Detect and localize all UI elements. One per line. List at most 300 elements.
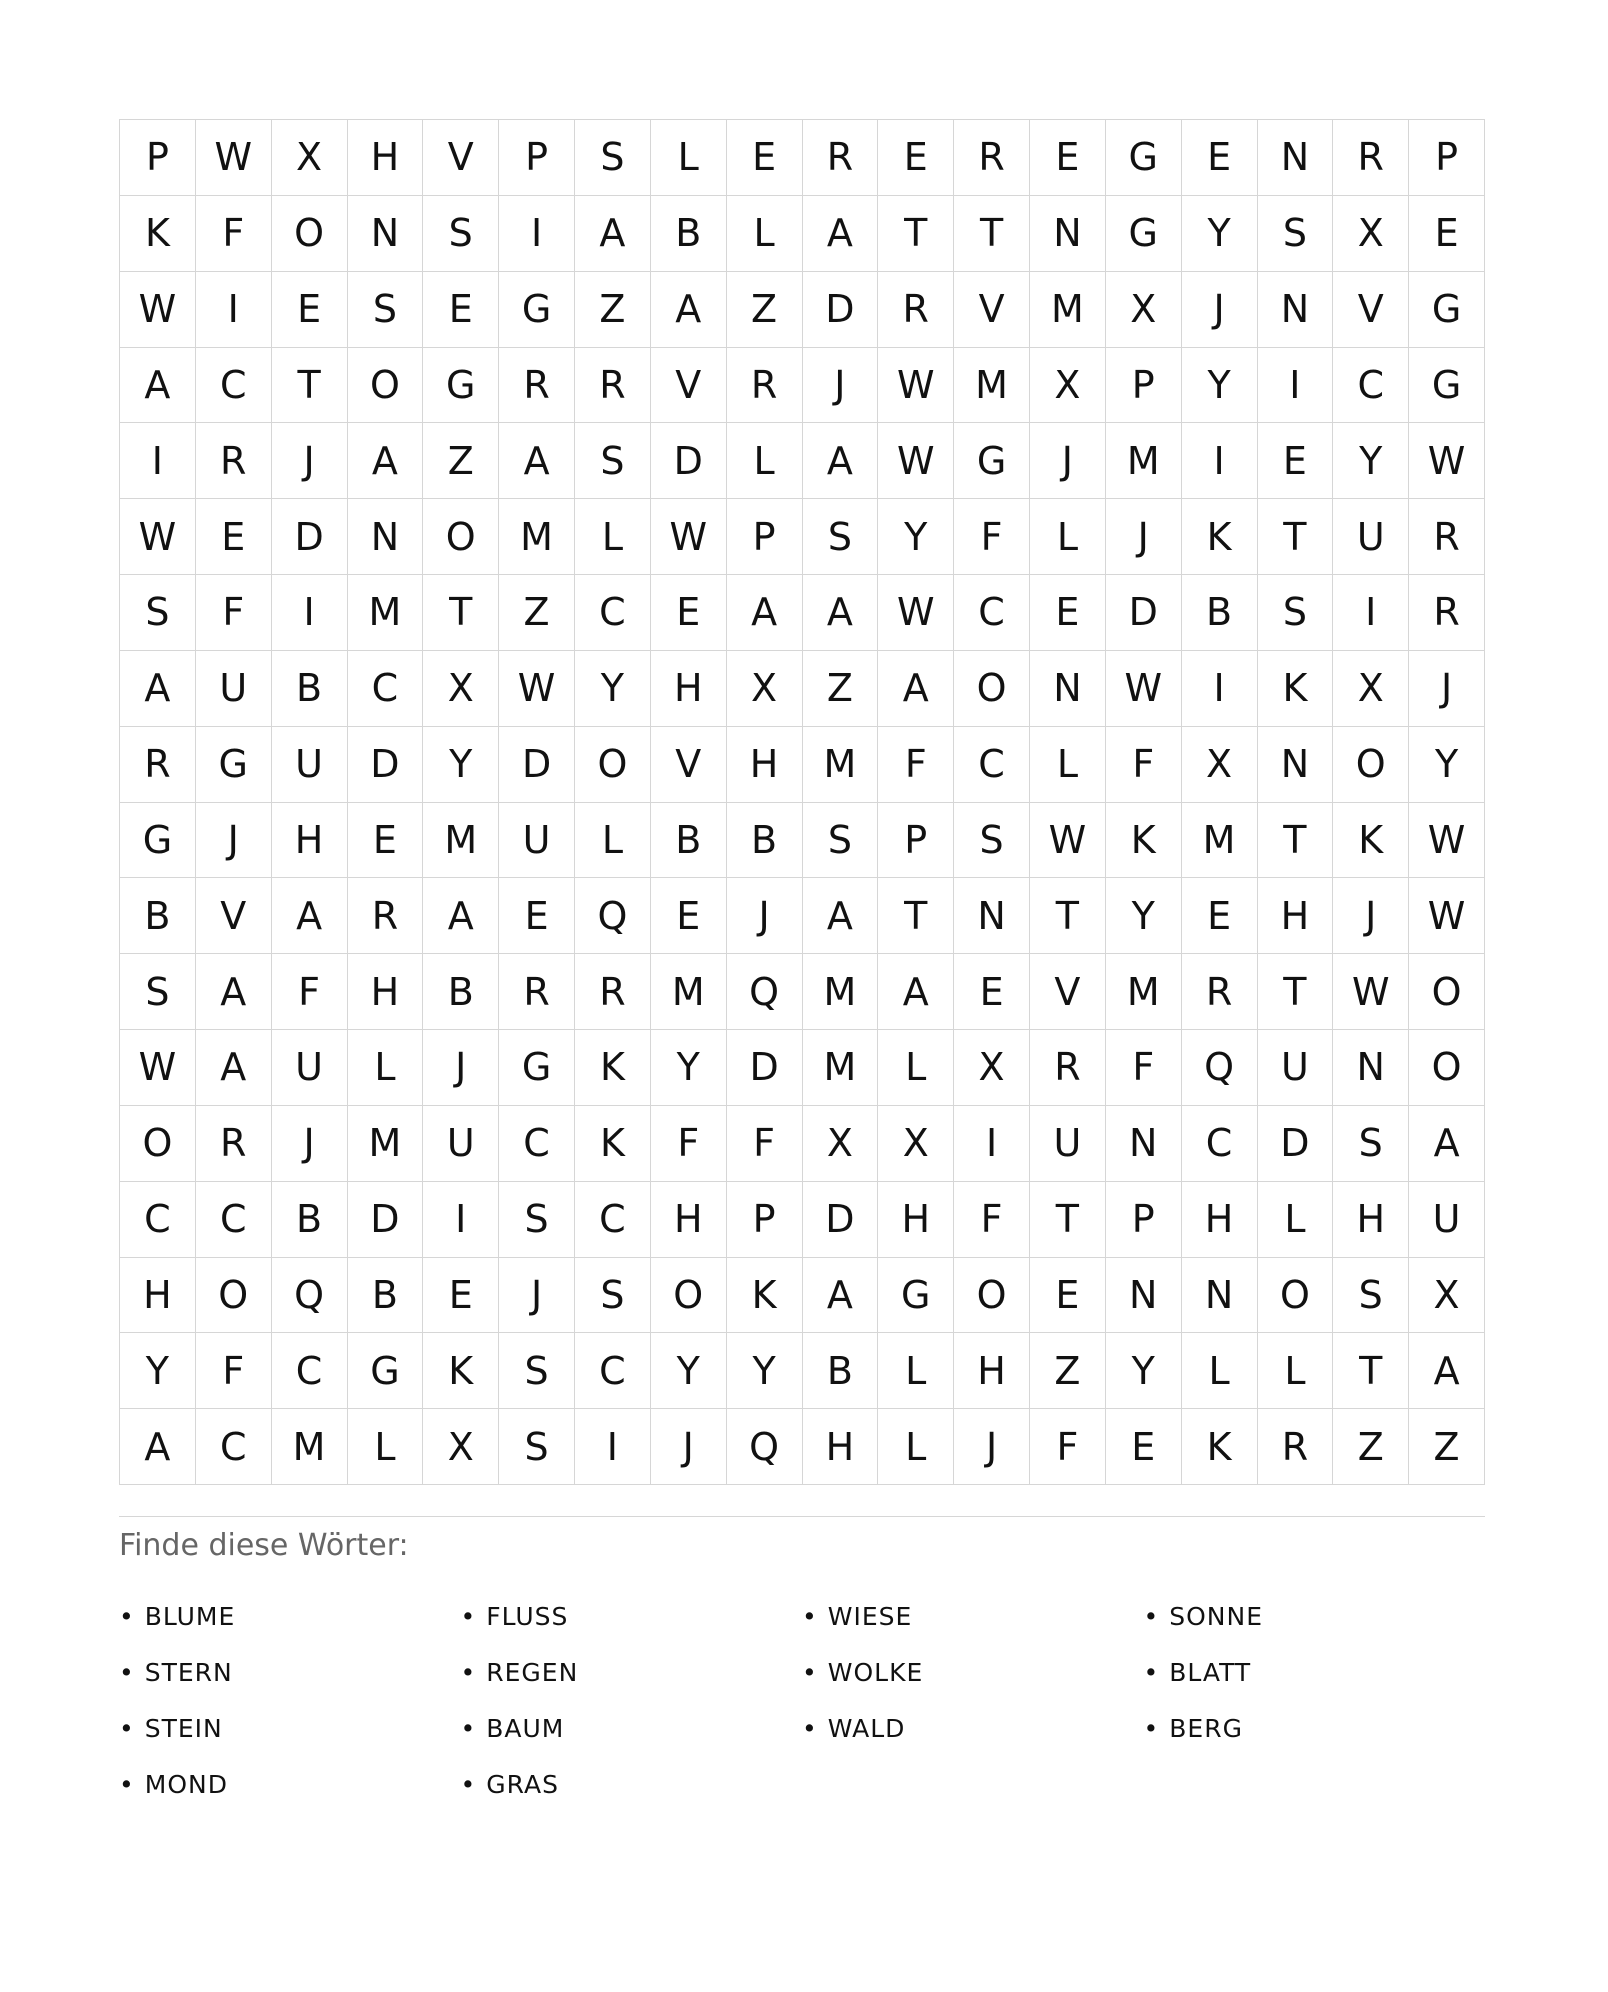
grid-cell[interactable]: O: [1258, 1258, 1334, 1334]
grid-cell[interactable]: W: [120, 499, 196, 575]
grid-cell[interactable]: T: [1258, 499, 1334, 575]
grid-cell[interactable]: H: [651, 651, 727, 727]
grid-cell[interactable]: F: [196, 1333, 272, 1409]
grid-cell[interactable]: R: [1409, 499, 1485, 575]
grid-cell[interactable]: P: [120, 120, 196, 196]
grid-cell[interactable]: B: [803, 1333, 879, 1409]
grid-cell[interactable]: X: [954, 1030, 1030, 1106]
grid-cell[interactable]: O: [423, 499, 499, 575]
grid-cell[interactable]: U: [423, 1106, 499, 1182]
grid-cell[interactable]: R: [499, 348, 575, 424]
grid-cell[interactable]: J: [272, 423, 348, 499]
grid-cell[interactable]: S: [499, 1182, 575, 1258]
grid-cell[interactable]: D: [272, 499, 348, 575]
grid-cell[interactable]: J: [423, 1030, 499, 1106]
grid-cell[interactable]: J: [272, 1106, 348, 1182]
grid-cell[interactable]: Z: [727, 272, 803, 348]
grid-cell[interactable]: M: [803, 954, 879, 1030]
grid-cell[interactable]: D: [499, 727, 575, 803]
grid-cell[interactable]: O: [954, 1258, 1030, 1334]
grid-cell[interactable]: G: [196, 727, 272, 803]
grid-cell[interactable]: A: [727, 575, 803, 651]
grid-cell[interactable]: W: [196, 120, 272, 196]
grid-cell[interactable]: G: [348, 1333, 424, 1409]
grid-cell[interactable]: N: [1258, 272, 1334, 348]
grid-cell[interactable]: K: [1258, 651, 1334, 727]
grid-cell[interactable]: N: [348, 196, 424, 272]
grid-cell[interactable]: O: [348, 348, 424, 424]
grid-cell[interactable]: S: [1258, 196, 1334, 272]
grid-cell[interactable]: R: [1258, 1409, 1334, 1485]
grid-cell[interactable]: A: [1409, 1333, 1485, 1409]
grid-cell[interactable]: R: [120, 727, 196, 803]
grid-cell[interactable]: O: [196, 1258, 272, 1334]
grid-cell[interactable]: D: [1106, 575, 1182, 651]
grid-cell[interactable]: H: [1333, 1182, 1409, 1258]
grid-cell[interactable]: I: [1182, 651, 1258, 727]
grid-cell[interactable]: K: [120, 196, 196, 272]
grid-cell[interactable]: O: [954, 651, 1030, 727]
grid-cell[interactable]: N: [1258, 727, 1334, 803]
grid-cell[interactable]: T: [1030, 878, 1106, 954]
grid-cell[interactable]: D: [348, 727, 424, 803]
grid-cell[interactable]: W: [1409, 878, 1485, 954]
grid-cell[interactable]: E: [878, 120, 954, 196]
grid-cell[interactable]: R: [803, 120, 879, 196]
grid-cell[interactable]: C: [196, 1182, 272, 1258]
grid-cell[interactable]: V: [954, 272, 1030, 348]
grid-cell[interactable]: A: [499, 423, 575, 499]
grid-cell[interactable]: J: [499, 1258, 575, 1334]
grid-cell[interactable]: H: [1258, 878, 1334, 954]
grid-cell[interactable]: C: [120, 1182, 196, 1258]
grid-cell[interactable]: Y: [651, 1030, 727, 1106]
grid-cell[interactable]: E: [954, 954, 1030, 1030]
grid-cell[interactable]: O: [1409, 954, 1485, 1030]
grid-cell[interactable]: A: [651, 272, 727, 348]
grid-cell[interactable]: W: [1333, 954, 1409, 1030]
grid-cell[interactable]: Y: [1333, 423, 1409, 499]
grid-cell[interactable]: F: [1106, 1030, 1182, 1106]
grid-cell[interactable]: L: [1182, 1333, 1258, 1409]
grid-cell[interactable]: M: [1106, 954, 1182, 1030]
grid-cell[interactable]: V: [1030, 954, 1106, 1030]
grid-cell[interactable]: J: [196, 803, 272, 879]
grid-cell[interactable]: O: [272, 196, 348, 272]
grid-cell[interactable]: C: [196, 1409, 272, 1485]
grid-cell[interactable]: K: [1182, 499, 1258, 575]
grid-cell[interactable]: E: [1030, 575, 1106, 651]
grid-cell[interactable]: E: [727, 120, 803, 196]
grid-cell[interactable]: N: [1182, 1258, 1258, 1334]
grid-cell[interactable]: E: [651, 878, 727, 954]
grid-cell[interactable]: J: [727, 878, 803, 954]
grid-cell[interactable]: X: [423, 1409, 499, 1485]
grid-cell[interactable]: D: [1258, 1106, 1334, 1182]
grid-cell[interactable]: J: [1333, 878, 1409, 954]
grid-cell[interactable]: D: [727, 1030, 803, 1106]
grid-cell[interactable]: G: [499, 272, 575, 348]
grid-cell[interactable]: R: [1409, 575, 1485, 651]
grid-cell[interactable]: A: [423, 878, 499, 954]
grid-cell[interactable]: I: [575, 1409, 651, 1485]
grid-cell[interactable]: B: [651, 803, 727, 879]
grid-cell[interactable]: M: [803, 727, 879, 803]
grid-cell[interactable]: G: [1409, 348, 1485, 424]
grid-cell[interactable]: Y: [1106, 878, 1182, 954]
grid-cell[interactable]: J: [1182, 272, 1258, 348]
grid-cell[interactable]: Z: [1333, 1409, 1409, 1485]
grid-cell[interactable]: Y: [727, 1333, 803, 1409]
grid-cell[interactable]: U: [499, 803, 575, 879]
grid-cell[interactable]: W: [878, 423, 954, 499]
grid-cell[interactable]: E: [423, 272, 499, 348]
grid-cell[interactable]: X: [1106, 272, 1182, 348]
grid-cell[interactable]: E: [1106, 1409, 1182, 1485]
grid-cell[interactable]: X: [423, 651, 499, 727]
grid-cell[interactable]: L: [651, 120, 727, 196]
grid-cell[interactable]: S: [1333, 1106, 1409, 1182]
grid-cell[interactable]: K: [1182, 1409, 1258, 1485]
grid-cell[interactable]: N: [1258, 120, 1334, 196]
grid-cell[interactable]: G: [878, 1258, 954, 1334]
grid-cell[interactable]: L: [878, 1030, 954, 1106]
grid-cell[interactable]: E: [423, 1258, 499, 1334]
grid-cell[interactable]: J: [1030, 423, 1106, 499]
grid-cell[interactable]: Y: [1182, 348, 1258, 424]
grid-cell[interactable]: P: [1409, 120, 1485, 196]
grid-cell[interactable]: Z: [1409, 1409, 1485, 1485]
grid-cell[interactable]: C: [954, 575, 1030, 651]
grid-cell[interactable]: G: [954, 423, 1030, 499]
grid-cell[interactable]: L: [1030, 727, 1106, 803]
grid-cell[interactable]: P: [499, 120, 575, 196]
grid-cell[interactable]: L: [348, 1409, 424, 1485]
grid-cell[interactable]: Z: [1030, 1333, 1106, 1409]
grid-cell[interactable]: W: [1106, 651, 1182, 727]
grid-cell[interactable]: I: [954, 1106, 1030, 1182]
grid-cell[interactable]: U: [272, 727, 348, 803]
grid-cell[interactable]: R: [196, 1106, 272, 1182]
grid-cell[interactable]: L: [348, 1030, 424, 1106]
grid-cell[interactable]: A: [348, 423, 424, 499]
grid-cell[interactable]: J: [651, 1409, 727, 1485]
grid-cell[interactable]: X: [1030, 348, 1106, 424]
grid-cell[interactable]: U: [1258, 1030, 1334, 1106]
grid-cell[interactable]: M: [348, 575, 424, 651]
grid-cell[interactable]: Y: [878, 499, 954, 575]
grid-cell[interactable]: M: [954, 348, 1030, 424]
grid-cell[interactable]: W: [499, 651, 575, 727]
grid-cell[interactable]: R: [727, 348, 803, 424]
grid-cell[interactable]: C: [575, 1333, 651, 1409]
grid-cell[interactable]: E: [196, 499, 272, 575]
grid-cell[interactable]: B: [348, 1258, 424, 1334]
grid-cell[interactable]: P: [1106, 1182, 1182, 1258]
grid-cell[interactable]: D: [348, 1182, 424, 1258]
grid-cell[interactable]: M: [423, 803, 499, 879]
grid-cell[interactable]: A: [120, 348, 196, 424]
grid-cell[interactable]: T: [1030, 1182, 1106, 1258]
grid-cell[interactable]: R: [348, 878, 424, 954]
grid-cell[interactable]: N: [1106, 1258, 1182, 1334]
grid-cell[interactable]: M: [1182, 803, 1258, 879]
grid-cell[interactable]: P: [1106, 348, 1182, 424]
grid-cell[interactable]: I: [272, 575, 348, 651]
grid-cell[interactable]: C: [196, 348, 272, 424]
grid-cell[interactable]: A: [803, 196, 879, 272]
grid-cell[interactable]: H: [803, 1409, 879, 1485]
grid-cell[interactable]: E: [1182, 878, 1258, 954]
grid-cell[interactable]: F: [954, 1182, 1030, 1258]
grid-cell[interactable]: M: [272, 1409, 348, 1485]
grid-cell[interactable]: V: [196, 878, 272, 954]
grid-cell[interactable]: B: [651, 196, 727, 272]
grid-cell[interactable]: D: [803, 1182, 879, 1258]
grid-cell[interactable]: E: [1030, 1258, 1106, 1334]
grid-cell[interactable]: C: [272, 1333, 348, 1409]
grid-cell[interactable]: F: [272, 954, 348, 1030]
grid-cell[interactable]: W: [120, 1030, 196, 1106]
grid-cell[interactable]: Y: [651, 1333, 727, 1409]
grid-cell[interactable]: E: [348, 803, 424, 879]
grid-cell[interactable]: C: [954, 727, 1030, 803]
grid-cell[interactable]: L: [1258, 1182, 1334, 1258]
grid-cell[interactable]: J: [1106, 499, 1182, 575]
grid-cell[interactable]: L: [575, 803, 651, 879]
grid-cell[interactable]: P: [727, 499, 803, 575]
grid-cell[interactable]: V: [651, 727, 727, 803]
grid-cell[interactable]: T: [1333, 1333, 1409, 1409]
grid-cell[interactable]: X: [272, 120, 348, 196]
grid-cell[interactable]: Y: [1182, 196, 1258, 272]
grid-cell[interactable]: F: [651, 1106, 727, 1182]
grid-cell[interactable]: S: [348, 272, 424, 348]
grid-cell[interactable]: I: [120, 423, 196, 499]
grid-cell[interactable]: E: [1182, 120, 1258, 196]
grid-cell[interactable]: Y: [1409, 727, 1485, 803]
grid-cell[interactable]: C: [1182, 1106, 1258, 1182]
grid-cell[interactable]: T: [954, 196, 1030, 272]
grid-cell[interactable]: A: [878, 651, 954, 727]
grid-cell[interactable]: H: [1182, 1182, 1258, 1258]
grid-cell[interactable]: W: [1409, 423, 1485, 499]
grid-cell[interactable]: S: [499, 1409, 575, 1485]
grid-cell[interactable]: A: [120, 1409, 196, 1485]
grid-cell[interactable]: S: [575, 423, 651, 499]
grid-cell[interactable]: A: [803, 423, 879, 499]
grid-cell[interactable]: U: [272, 1030, 348, 1106]
grid-cell[interactable]: M: [1030, 272, 1106, 348]
grid-cell[interactable]: Z: [575, 272, 651, 348]
grid-cell[interactable]: F: [196, 575, 272, 651]
grid-cell[interactable]: A: [196, 954, 272, 1030]
grid-cell[interactable]: K: [575, 1030, 651, 1106]
grid-cell[interactable]: Q: [1182, 1030, 1258, 1106]
grid-cell[interactable]: S: [803, 803, 879, 879]
grid-cell[interactable]: Q: [727, 1409, 803, 1485]
grid-cell[interactable]: K: [1333, 803, 1409, 879]
grid-cell[interactable]: I: [1333, 575, 1409, 651]
grid-cell[interactable]: T: [272, 348, 348, 424]
grid-cell[interactable]: Y: [575, 651, 651, 727]
grid-cell[interactable]: T: [1258, 803, 1334, 879]
grid-cell[interactable]: S: [499, 1333, 575, 1409]
grid-cell[interactable]: Q: [575, 878, 651, 954]
grid-cell[interactable]: T: [878, 878, 954, 954]
grid-cell[interactable]: N: [954, 878, 1030, 954]
grid-cell[interactable]: H: [954, 1333, 1030, 1409]
grid-cell[interactable]: C: [499, 1106, 575, 1182]
grid-cell[interactable]: N: [348, 499, 424, 575]
grid-cell[interactable]: T: [1258, 954, 1334, 1030]
grid-cell[interactable]: D: [803, 272, 879, 348]
grid-cell[interactable]: B: [272, 1182, 348, 1258]
grid-cell[interactable]: H: [727, 727, 803, 803]
grid-cell[interactable]: L: [575, 499, 651, 575]
grid-cell[interactable]: K: [575, 1106, 651, 1182]
grid-cell[interactable]: G: [1409, 272, 1485, 348]
grid-cell[interactable]: U: [196, 651, 272, 727]
grid-cell[interactable]: H: [651, 1182, 727, 1258]
grid-cell[interactable]: G: [120, 803, 196, 879]
grid-cell[interactable]: N: [1106, 1106, 1182, 1182]
grid-cell[interactable]: X: [1333, 651, 1409, 727]
grid-cell[interactable]: A: [803, 878, 879, 954]
grid-cell[interactable]: P: [878, 803, 954, 879]
grid-cell[interactable]: Y: [1106, 1333, 1182, 1409]
grid-cell[interactable]: W: [878, 348, 954, 424]
grid-cell[interactable]: E: [651, 575, 727, 651]
grid-cell[interactable]: V: [651, 348, 727, 424]
grid-cell[interactable]: H: [120, 1258, 196, 1334]
grid-cell[interactable]: M: [803, 1030, 879, 1106]
grid-cell[interactable]: A: [878, 954, 954, 1030]
grid-cell[interactable]: M: [651, 954, 727, 1030]
grid-cell[interactable]: B: [272, 651, 348, 727]
grid-cell[interactable]: S: [954, 803, 1030, 879]
grid-cell[interactable]: U: [1409, 1182, 1485, 1258]
grid-cell[interactable]: R: [575, 954, 651, 1030]
grid-cell[interactable]: N: [1030, 196, 1106, 272]
grid-cell[interactable]: I: [196, 272, 272, 348]
grid-cell[interactable]: W: [120, 272, 196, 348]
grid-cell[interactable]: A: [803, 575, 879, 651]
grid-cell[interactable]: Z: [803, 651, 879, 727]
grid-cell[interactable]: Z: [423, 423, 499, 499]
grid-cell[interactable]: R: [1333, 120, 1409, 196]
grid-cell[interactable]: L: [878, 1333, 954, 1409]
grid-cell[interactable]: Y: [423, 727, 499, 803]
grid-cell[interactable]: S: [423, 196, 499, 272]
grid-cell[interactable]: Q: [272, 1258, 348, 1334]
grid-cell[interactable]: O: [1333, 727, 1409, 803]
grid-cell[interactable]: T: [878, 196, 954, 272]
grid-cell[interactable]: I: [1182, 423, 1258, 499]
grid-cell[interactable]: O: [651, 1258, 727, 1334]
grid-cell[interactable]: R: [878, 272, 954, 348]
grid-cell[interactable]: K: [1106, 803, 1182, 879]
grid-cell[interactable]: M: [348, 1106, 424, 1182]
grid-cell[interactable]: V: [423, 120, 499, 196]
grid-cell[interactable]: B: [120, 878, 196, 954]
grid-cell[interactable]: W: [1409, 803, 1485, 879]
grid-cell[interactable]: L: [878, 1409, 954, 1485]
grid-cell[interactable]: C: [1333, 348, 1409, 424]
grid-cell[interactable]: U: [1333, 499, 1409, 575]
grid-cell[interactable]: X: [803, 1106, 879, 1182]
grid-cell[interactable]: N: [1030, 651, 1106, 727]
grid-cell[interactable]: E: [1409, 196, 1485, 272]
grid-cell[interactable]: F: [878, 727, 954, 803]
grid-cell[interactable]: B: [727, 803, 803, 879]
grid-cell[interactable]: O: [120, 1106, 196, 1182]
grid-cell[interactable]: Q: [727, 954, 803, 1030]
grid-cell[interactable]: R: [1030, 1030, 1106, 1106]
grid-cell[interactable]: A: [120, 651, 196, 727]
grid-cell[interactable]: O: [1409, 1030, 1485, 1106]
grid-cell[interactable]: F: [954, 499, 1030, 575]
grid-cell[interactable]: W: [1030, 803, 1106, 879]
grid-cell[interactable]: S: [803, 499, 879, 575]
grid-cell[interactable]: X: [727, 651, 803, 727]
grid-cell[interactable]: T: [423, 575, 499, 651]
grid-cell[interactable]: J: [1409, 651, 1485, 727]
grid-cell[interactable]: H: [348, 120, 424, 196]
grid-cell[interactable]: B: [423, 954, 499, 1030]
grid-cell[interactable]: S: [1258, 575, 1334, 651]
grid-cell[interactable]: F: [727, 1106, 803, 1182]
grid-cell[interactable]: F: [1106, 727, 1182, 803]
grid-cell[interactable]: J: [803, 348, 879, 424]
grid-cell[interactable]: A: [1409, 1106, 1485, 1182]
grid-cell[interactable]: H: [272, 803, 348, 879]
grid-cell[interactable]: S: [575, 120, 651, 196]
grid-cell[interactable]: X: [878, 1106, 954, 1182]
grid-cell[interactable]: I: [499, 196, 575, 272]
grid-cell[interactable]: S: [575, 1258, 651, 1334]
grid-cell[interactable]: H: [348, 954, 424, 1030]
grid-cell[interactable]: S: [1333, 1258, 1409, 1334]
grid-cell[interactable]: W: [651, 499, 727, 575]
grid-cell[interactable]: E: [499, 878, 575, 954]
grid-cell[interactable]: A: [575, 196, 651, 272]
grid-cell[interactable]: E: [1030, 120, 1106, 196]
grid-cell[interactable]: M: [499, 499, 575, 575]
grid-cell[interactable]: X: [1409, 1258, 1485, 1334]
grid-cell[interactable]: D: [651, 423, 727, 499]
grid-cell[interactable]: Y: [120, 1333, 196, 1409]
grid-cell[interactable]: A: [272, 878, 348, 954]
grid-cell[interactable]: L: [727, 196, 803, 272]
grid-cell[interactable]: V: [1333, 272, 1409, 348]
grid-cell[interactable]: K: [727, 1258, 803, 1334]
grid-cell[interactable]: X: [1182, 727, 1258, 803]
grid-cell[interactable]: G: [1106, 120, 1182, 196]
grid-cell[interactable]: I: [423, 1182, 499, 1258]
grid-cell[interactable]: N: [1333, 1030, 1409, 1106]
grid-cell[interactable]: J: [954, 1409, 1030, 1485]
grid-cell[interactable]: F: [196, 196, 272, 272]
grid-cell[interactable]: G: [423, 348, 499, 424]
grid-cell[interactable]: A: [196, 1030, 272, 1106]
grid-cell[interactable]: S: [120, 954, 196, 1030]
grid-cell[interactable]: I: [1258, 348, 1334, 424]
grid-cell[interactable]: C: [348, 651, 424, 727]
grid-cell[interactable]: X: [1333, 196, 1409, 272]
grid-cell[interactable]: R: [575, 348, 651, 424]
grid-cell[interactable]: L: [1030, 499, 1106, 575]
